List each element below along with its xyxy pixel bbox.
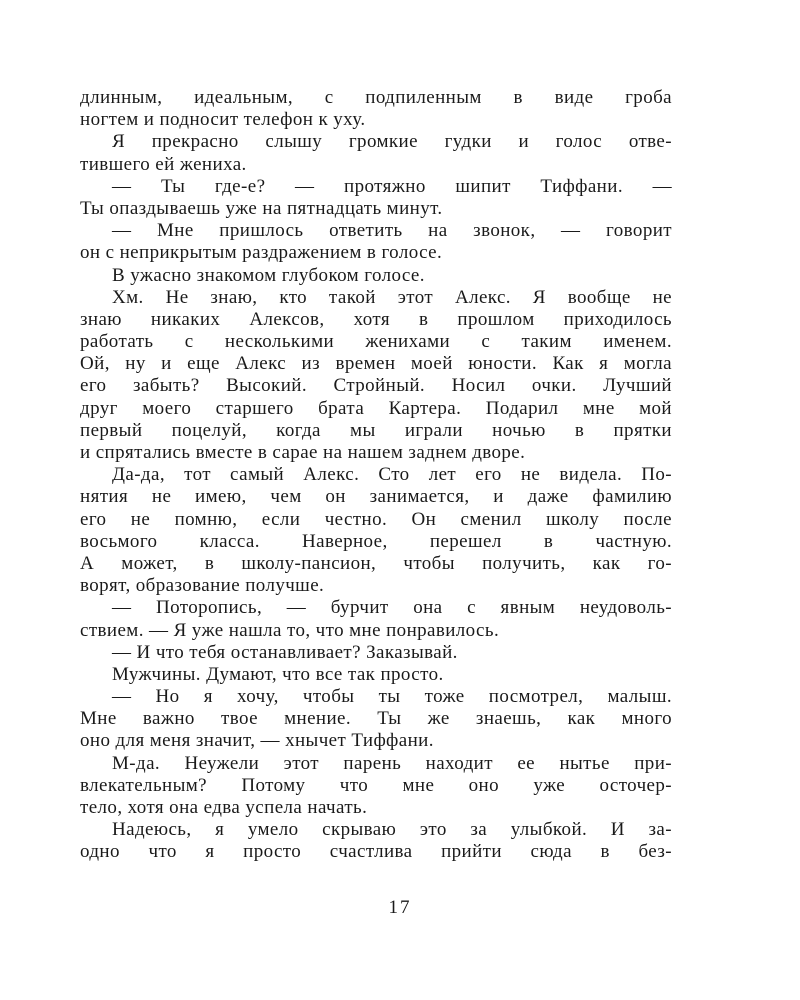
text-line: работать с несколькими женихами с таким именем. <box>80 331 672 353</box>
text-line: — И что тебя останавливает? Заказывай. <box>112 641 458 663</box>
text-line: он с неприкрытым раздражением в голосе. <box>80 242 443 264</box>
text-line: — Поторопись, — бурчит она с явным неудоволь- <box>112 597 672 619</box>
text-line: — Ты где-е? — протяжно шипит Тиффани. — <box>112 175 672 197</box>
text-line: Мне важно твое мнение. Ты же знаешь, как много <box>80 708 672 730</box>
text-line: ворят, образование получше. <box>80 575 325 597</box>
text-line: Да-да, тот самый Алекс. Сто лет его не видела. По- <box>112 464 672 486</box>
text-line: нятия не имею, чем он занимается, и даже фамилию <box>80 486 672 508</box>
text-line: одно что я просто счастлива прийти сюда в без- <box>80 841 672 863</box>
text-line: и спрятались вместе в сарае на нашем заднем дворе. <box>80 442 526 463</box>
text-line: первый поцелуй, когда мы играли ночью в прятки <box>80 419 672 441</box>
text-line: Надеюсь, я умело скрываю это за улыбкой. И за- <box>112 819 672 841</box>
text-line: друг моего старшего брата Картера. Подарил мне мой <box>80 397 672 419</box>
text-line: тело, хотя она едва успела начать. <box>80 797 368 818</box>
text-line: Ой, ну и еще Алекс из времен моей юности. Как я могла <box>80 353 672 375</box>
text-line: Мужчины. Думают, что все так просто. <box>112 663 444 685</box>
text-line: М-да. Неужели этот парень находит ее нытье при- <box>112 752 672 774</box>
text-line: — Но я хочу, чтобы ты тоже посмотрел, малыш. <box>112 686 672 708</box>
text-line: влекательным? Потому что мне оно уже осточер- <box>80 774 672 796</box>
text-line: длинным, идеальным, с подпиленным в виде гроба <box>80 87 672 108</box>
page-number: 17 <box>388 897 412 918</box>
page-text <box>80 87 672 864</box>
text-line: — Мне пришлось ответить на звонок, — говорит <box>112 220 672 242</box>
text-line: Я прекрасно слышу громкие гудки и голос отве- <box>112 131 672 153</box>
text-line: восьмого класса. Наверное, перешел в частную. <box>80 530 672 552</box>
text-line: Хм. Не знаю, кто такой этот Алекс. Я вообще не <box>112 286 672 308</box>
text-line: А может, в школу-пансион, чтобы получить, как го- <box>80 552 672 574</box>
text-line: Ты опаздываешь уже на пятнадцать минут. <box>80 197 443 219</box>
text-line: его не помню, если честно. Он сменил школу после <box>80 508 672 530</box>
text-line: В ужасно знакомом глубоком голосе. <box>112 264 425 286</box>
text-line: оно для меня значит, — хнычет Тиффани. <box>80 730 434 752</box>
text-line: знаю никаких Алексов, хотя в прошлом приходилось <box>80 308 672 330</box>
text-line: его забыть? Высокий. Стройный. Носил очки. Лучший <box>80 375 672 397</box>
text-line: ногтем и подносит телефон к уху. <box>80 109 366 131</box>
text-line: тившего ей жениха. <box>80 153 247 175</box>
text-line: ствием. — Я уже нашла то, что мне понравилось. <box>80 619 500 641</box>
